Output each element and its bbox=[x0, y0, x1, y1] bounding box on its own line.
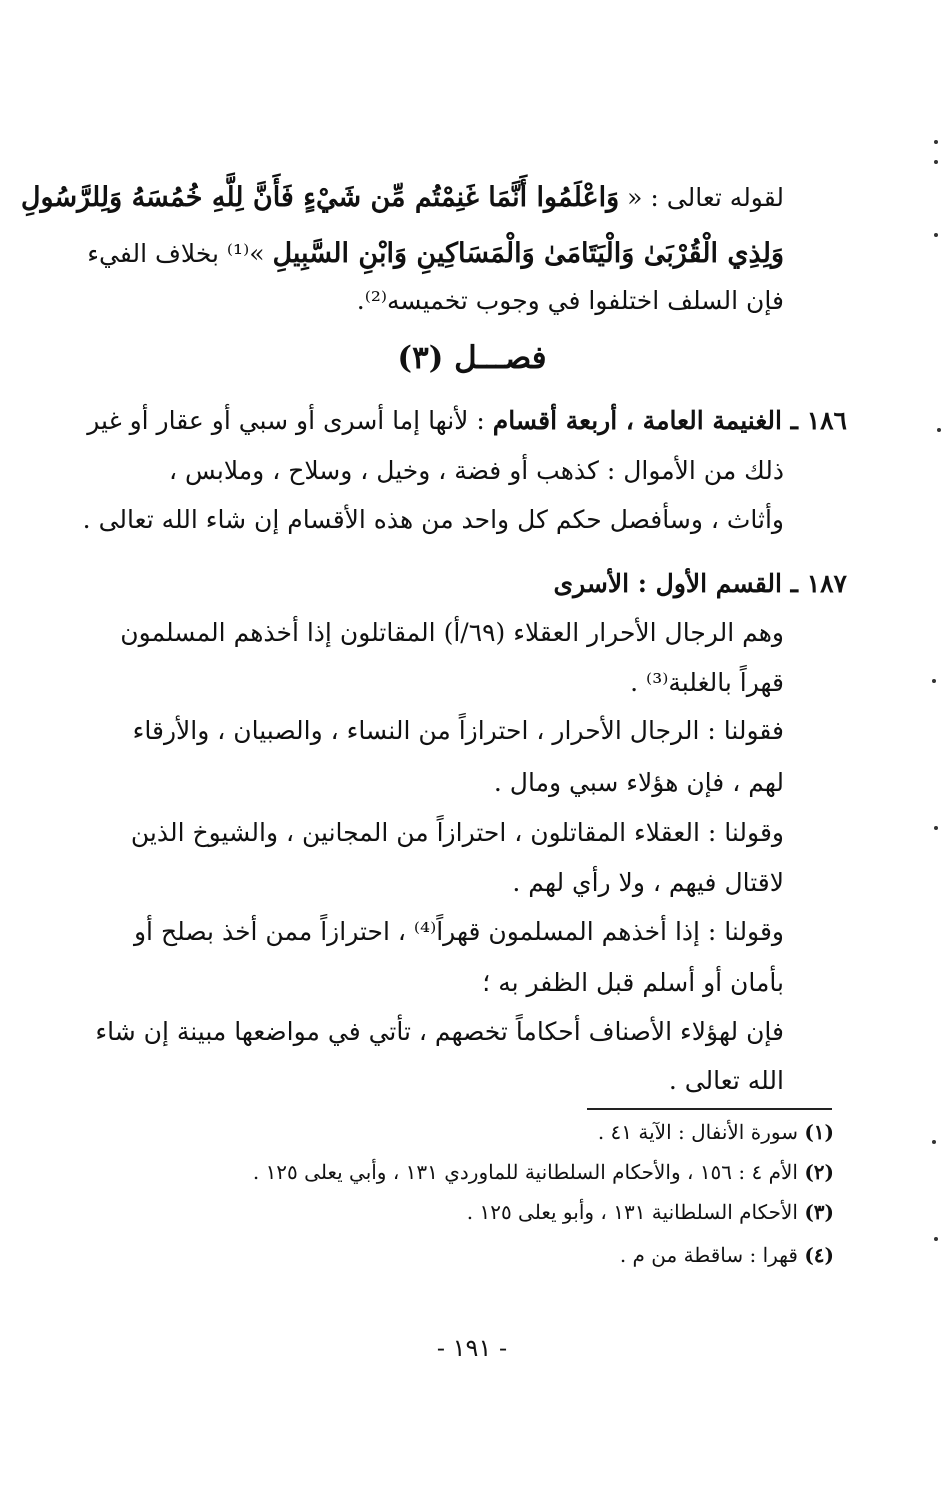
p187-line-1: وهم الرجال الأحرار العقلاء (٦٩/أ) المقاتلون إذا أخذهم المسلمون bbox=[120, 618, 784, 647]
p186-line-1 bbox=[87, 403, 847, 439]
intro-line-2 bbox=[87, 236, 784, 272]
p187-line-3: فقولنا : الرجال الأحرار ، احترازاً من النساء ، والصبيان ، والأرقاء bbox=[132, 716, 784, 745]
footnote-number: (٢) bbox=[804, 1160, 834, 1184]
footnote-text: قهرا : ساقطة من م . bbox=[619, 1243, 798, 1267]
footnote-3 bbox=[467, 1197, 834, 1227]
footnote-number: (١) bbox=[804, 1120, 834, 1144]
scan-speck bbox=[934, 233, 938, 237]
footnote-number: (٤) bbox=[804, 1243, 834, 1267]
quran-verse-part-2: وَلِذِي الْقُرْبَىٰ وَالْيَتَامَىٰ وَالْمَسَاكِينِ وَابْنِ السَّبِيلِ bbox=[272, 238, 784, 269]
footnote-separator bbox=[587, 1108, 832, 1110]
footnote-number: (٣) bbox=[804, 1200, 834, 1224]
p187-line-8: بأمان أو أسلم قبل الظفر به ؛ bbox=[482, 968, 784, 997]
p187-line-2: قهراً بالغلبة⁽³⁾ . bbox=[630, 668, 784, 697]
intro-suffix: »⁽¹⁾ بخلاف الفيء bbox=[87, 239, 265, 268]
p186-line-2: ذلك من الأموال : كذهب أو فضة ، وخيل ، وسلاح ، وملابس ، bbox=[169, 456, 784, 485]
p187-line-10: الله تعالى . bbox=[668, 1066, 784, 1095]
page-number: - ١٩١ - bbox=[436, 1334, 508, 1362]
intro-line-3: فإن السلف اختلفوا في وجوب تخميسه⁽²⁾. bbox=[356, 286, 784, 315]
p186-heading: ١٨٦ ـ الغنيمة العامة ، أربعة أقسام bbox=[492, 406, 847, 435]
scan-speck bbox=[934, 140, 938, 144]
footnote-text: الأم ٤ : ١٥٦ ، والأحكام السلطانية للماوردي ١٣١ ، وأبي يعلى ١٢٥ . bbox=[252, 1160, 798, 1184]
footnote-4 bbox=[620, 1240, 834, 1270]
scan-speck bbox=[932, 1140, 936, 1144]
footnote-1 bbox=[598, 1117, 834, 1147]
p187-line-7: وقولنا : إذا أخذهم المسلمون قهراً⁽⁴⁾ ، احترازاً ممن أخذ بصلح أو bbox=[133, 917, 784, 946]
intro-line-1 bbox=[21, 180, 784, 216]
quran-verse-part-1: وَاعْلَمُوا أَنَّمَا غَنِمْتُم مِّن شَيْءٍ فَأَنَّ لِلَّهِ خُمُسَهُ وَلِلرَّسُولِ bbox=[20, 182, 620, 213]
p187-heading: ١٨٧ ـ القسم الأول : الأسرى bbox=[553, 569, 847, 598]
p187-line-5: وقولنا : العقلاء المقاتلون ، احترازاً من المجانين ، والشيوخ الذين bbox=[130, 818, 784, 847]
p187-line-4: لهم ، فإن هؤلاء سبي ومال . bbox=[493, 768, 784, 797]
scan-speck bbox=[934, 826, 938, 830]
scan-speck bbox=[937, 428, 941, 432]
footnote-text: الأحكام السلطانية ١٣١ ، وأبو يعلى ١٢٥ . bbox=[466, 1200, 798, 1224]
p186-line-3: وأثاث ، وسأفصل حكم كل واحد من هذه الأقسام إن شاء الله تعالى . bbox=[82, 505, 784, 534]
p187-line-6: لاقتال فيهم ، ولا رأي لهم . bbox=[512, 868, 784, 897]
footnote-2 bbox=[253, 1157, 834, 1187]
footnote-text: سورة الأنفال : الآية ٤١ . bbox=[597, 1120, 798, 1144]
scan-speck bbox=[934, 1237, 938, 1241]
scan-speck bbox=[932, 679, 936, 683]
p186-line-1-text: : لأنها إما أسرى أو سبي أو عقار أو غير bbox=[87, 406, 485, 435]
p187-line-9: فإن لهؤلاء الأصناف أحكاماً تخصهم ، تأتي في مواضعها مبينة إن شاء bbox=[95, 1017, 784, 1046]
intro-prefix: لقوله تعالى : « bbox=[627, 183, 784, 212]
section-heading: فصـــل (٣) bbox=[397, 340, 547, 376]
scan-speck bbox=[934, 160, 938, 164]
